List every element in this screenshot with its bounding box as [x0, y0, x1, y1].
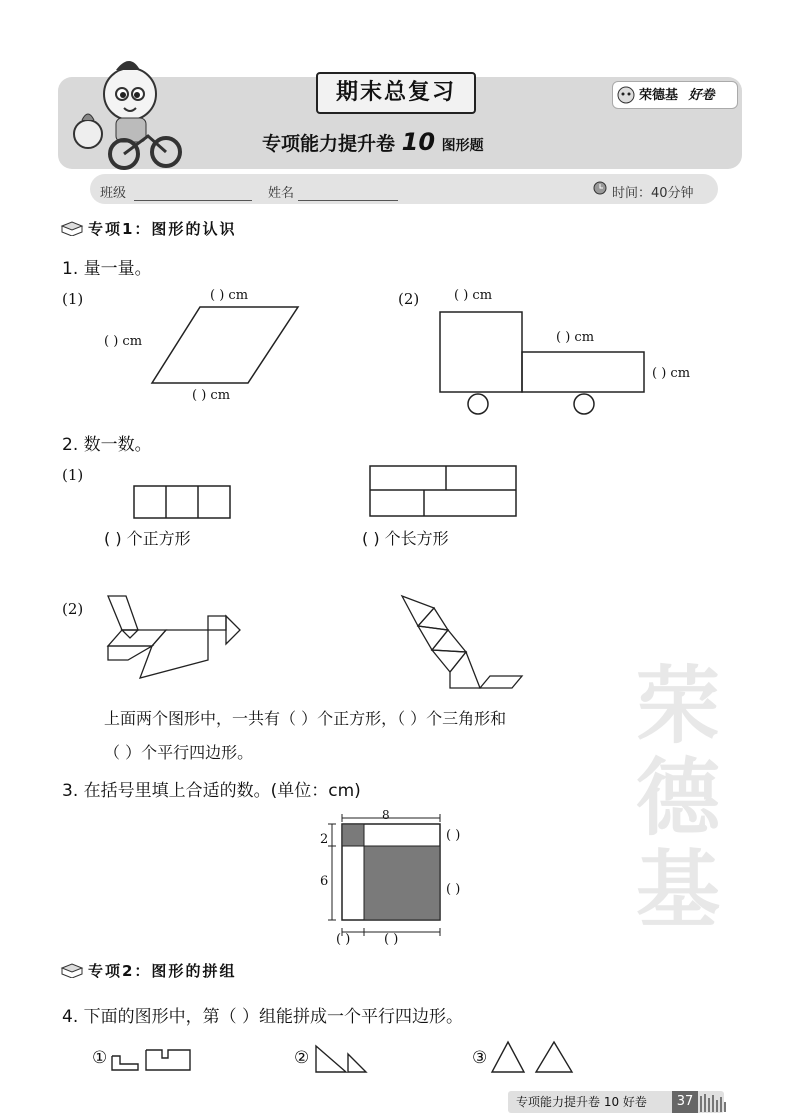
footer-label: 专项能力提升卷 10 好卷: [508, 1091, 724, 1113]
q3-left-top-length: 2: [320, 832, 329, 847]
q4-title: 4. 下面的图形中，第（ ）组能拼成一个平行四边形。: [62, 1007, 464, 1027]
q1-blank-bottom[interactable]: ( ) cm: [192, 388, 231, 403]
class-label: 班级: [100, 186, 127, 201]
q2-rects-text: ( ) 个长方形: [362, 529, 449, 548]
footer-bars-decoration: [700, 1092, 730, 1112]
parallelogram-figure: [150, 305, 300, 385]
q4-option1-shapes: [110, 1046, 196, 1074]
q1-part1-label: (1): [62, 290, 84, 308]
q4-option2-label[interactable]: ②: [294, 1048, 310, 1068]
tangram-figure-1: [100, 594, 246, 680]
q4-option3-shapes: [490, 1040, 576, 1076]
q3-title: 3. 在括号里填上合适的数。(单位：cm): [62, 781, 361, 801]
subtitle: [262, 128, 484, 156]
section2-heading: 专项2：图形的拼组: [88, 962, 237, 980]
q3-top-length: 8: [382, 808, 390, 822]
class-field[interactable]: [134, 186, 252, 201]
clock-icon: [592, 180, 608, 196]
watermark-char: 基: [635, 841, 720, 939]
truck-figure: [438, 310, 648, 416]
subtitle-suffix: 图形题: [441, 138, 484, 154]
q4-option1-label[interactable]: ①: [92, 1048, 108, 1068]
brand-face-icon: [616, 85, 636, 105]
q2-part1-label: (1): [62, 466, 84, 484]
q2-part2-line1: 上面两个图形中，一共有（ ）个正方形，（ ）个三角形和: [104, 709, 507, 728]
section1-heading: 专项1：图形的认识: [88, 220, 237, 238]
q2-part2-line2: （ ）个平行四边形。: [104, 743, 254, 762]
mascot-illustration: [68, 56, 186, 172]
q3-blank-bottom-right[interactable]: ( ): [384, 932, 399, 947]
q1-blank-top[interactable]: ( ) cm: [210, 288, 249, 303]
subtitle-number: 10: [401, 128, 436, 156]
book-icon: [60, 220, 84, 236]
three-squares-figure: [132, 484, 234, 520]
brand-name: 荣德基: [639, 88, 679, 103]
q1-title: 1. 量一量。: [62, 259, 152, 279]
q1-part2-label: (2): [398, 290, 420, 308]
watermark-char: 德: [635, 749, 720, 847]
book-icon: [60, 962, 84, 978]
q1-blank-truck-middle[interactable]: ( ) cm: [556, 330, 595, 345]
q1-blank-truck-top[interactable]: ( ) cm: [454, 288, 493, 303]
time-label: 时间：40分钟: [612, 186, 694, 201]
rectangles-figure: [368, 464, 520, 520]
page-number: 37: [672, 1091, 698, 1113]
q3-diagram: [310, 806, 496, 950]
watermark: [630, 657, 726, 939]
q3-blank-right-top[interactable]: ( ): [446, 828, 461, 843]
name-label: 姓名: [268, 186, 295, 201]
tangram-figure-2: [396, 592, 528, 692]
q3-blank-right-bottom[interactable]: ( ): [446, 882, 461, 897]
q1-blank-left[interactable]: ( ) cm: [104, 334, 143, 349]
brand-tag: 好卷: [688, 88, 715, 103]
page-title: 期末总复习: [316, 72, 476, 114]
name-field[interactable]: [298, 186, 398, 201]
subtitle-prefix: 专项能力提升卷: [262, 133, 396, 155]
q1-blank-truck-right[interactable]: ( ) cm: [652, 366, 691, 381]
q4-option3-label[interactable]: ③: [472, 1048, 488, 1068]
q2-title: 2. 数一数。: [62, 435, 152, 455]
q4-option2-shapes: [312, 1044, 372, 1076]
q3-blank-bottom-left[interactable]: ( ): [336, 932, 351, 947]
q2-squares-text: ( ) 个正方形: [104, 529, 191, 548]
q2-part2-label: (2): [62, 600, 84, 618]
watermark-char: 荣: [635, 657, 720, 755]
q3-left-bottom-length: 6: [320, 874, 329, 889]
